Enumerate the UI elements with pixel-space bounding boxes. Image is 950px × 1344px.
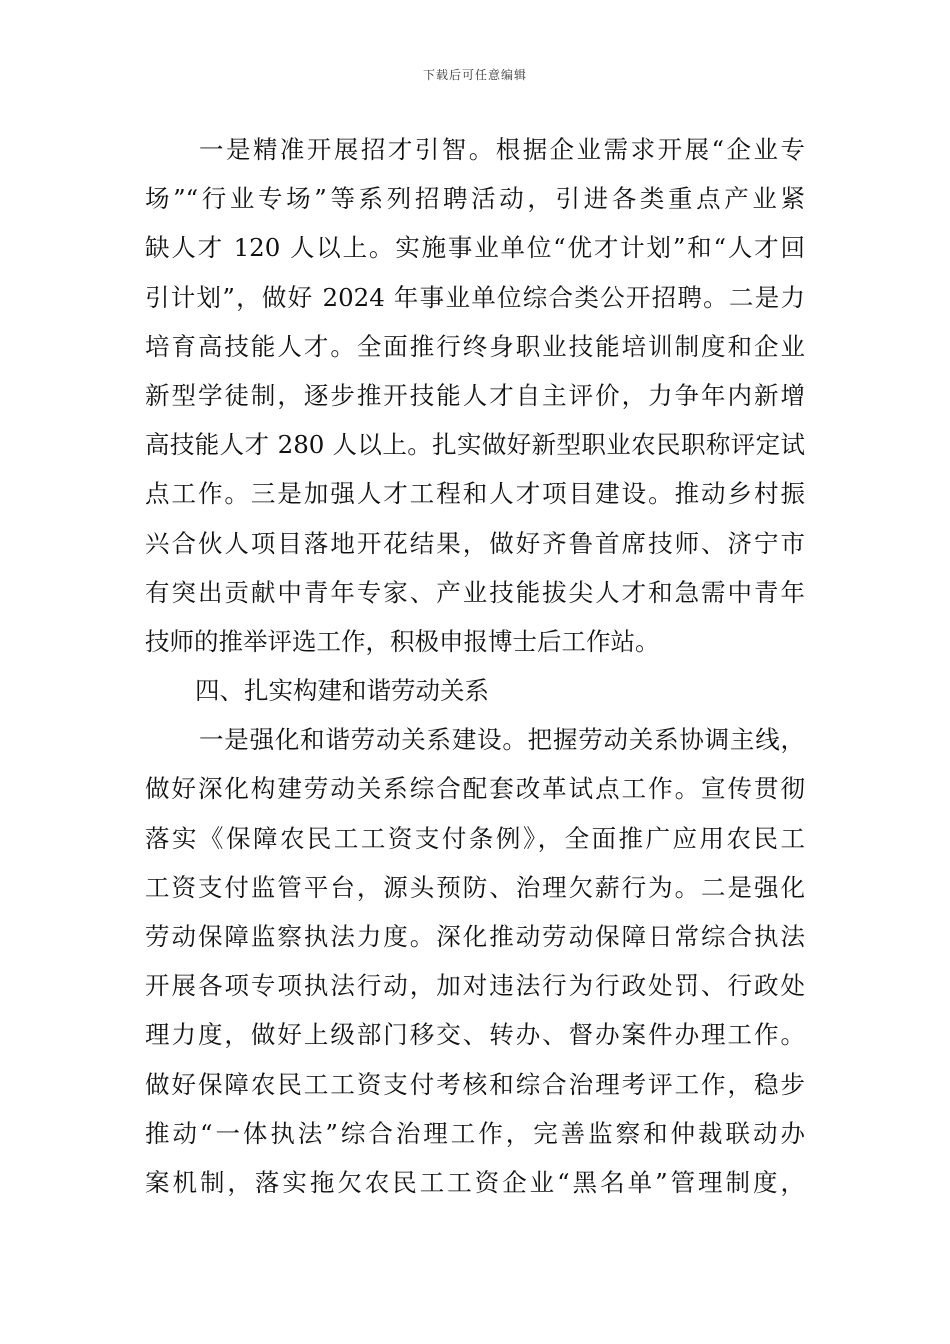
document-body [145, 125, 805, 1207]
paragraph-line: 理力度，做好上级部门移交、转办、督办案件办理工作。 [145, 1020, 805, 1050]
paragraph-line: 技师的推举评选工作，积极申报博士后工作站。 [145, 626, 660, 656]
paragraph-line: 工资支付监管平台，源头预防、治理欠薪行为。二是强化 [145, 872, 805, 902]
section-heading: 四、扎实构建和谐劳动关系 [195, 676, 489, 706]
paragraph-line: 缺人才 120 人以上。实施事业单位“优才计划”和“人才回 [145, 233, 805, 263]
paragraph-line: 一是精准开展招才引智。根据企业需求开展“企业专 [199, 135, 805, 164]
paragraph-line: 高技能人才 280 人以上。扎实做好新型职业农民职称评定试 [145, 430, 805, 460]
paragraph-line: 做好保障农民工工资支付考核和综合治理考评工作，稳步 [145, 1069, 805, 1099]
paragraph-line: 开展各项专项执法行动，加对违法行为行政处罚、行政处 [145, 971, 805, 1001]
paragraph-line: 场”“行业专场”等系列招聘活动，引进各类重点产业紧 [145, 184, 805, 214]
paragraph-line: 推动“一体执法”综合治理工作，完善监察和仲裁联动办 [145, 1118, 805, 1148]
page-header-note: 下载后可任意编辑 [422, 68, 527, 82]
paragraph-line: 引计划”，做好 2024 年事业单位综合类公开招聘。二是力 [145, 282, 805, 312]
paragraph-line: 落实《保障农民工工资支付条例》，全面推广应用农民工 [145, 823, 805, 853]
paragraph-line: 做好深化构建劳动关系综合配套改革试点工作。宣传贯彻 [145, 774, 805, 804]
paragraph-line: 培育高技能人才。全面推行终身职业技能培训制度和企业 [145, 331, 805, 361]
paragraph-line: 点工作。三是加强人才工程和人才项目建设。推动乡村振 [145, 479, 805, 509]
paragraph-line: 新型学徒制，逐步推开技能人才自主评价，力争年内新增 [145, 380, 805, 410]
paragraph-line: 案机制，落实拖欠农民工工资企业“黑名单”管理制度， [145, 1167, 805, 1197]
paragraph-line: 兴合伙人项目落地开花结果，做好齐鲁首席技师、济宁市 [145, 528, 805, 558]
paragraph-line: 劳动保障监察执法力度。深化推动劳动保障日常综合执法 [145, 922, 805, 951]
paragraph-line: 一是强化和谐劳动关系建设。把握劳动关系协调主线， [199, 725, 805, 755]
paragraph-line: 有突出贡献中青年专家、产业技能拔尖人才和急需中青年 [145, 577, 805, 607]
